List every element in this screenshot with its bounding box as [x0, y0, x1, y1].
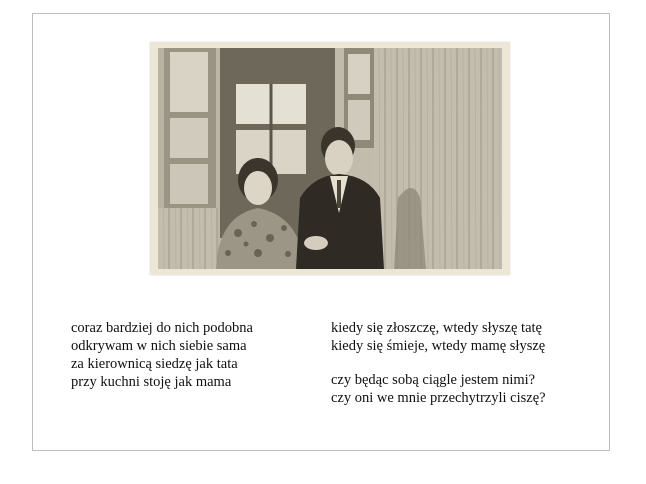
poem-line: odkrywam w nich siebie sama: [71, 338, 247, 354]
vintage-photograph: [150, 42, 510, 275]
poem-right-column: [331, 319, 546, 407]
poem-line: czy oni we mnie przechytrzyli ciszę?: [331, 390, 546, 406]
document-page: [32, 13, 610, 451]
poem-line: kiedy się złoszczę, wtedy słyszę tatę: [331, 320, 542, 336]
poem-line: kiedy się śmieje, wtedy mamę słyszę: [331, 338, 546, 354]
poem-line: za kierownicą siedzę jak tata: [71, 356, 238, 372]
poem-left-column: [71, 319, 253, 391]
poem-line: przy kuchni stoję jak mama: [71, 374, 232, 390]
photo-image: [158, 48, 502, 269]
poem-line: czy będąc sobą ciągle jestem nimi?: [331, 372, 536, 388]
stanza-gap: [331, 355, 546, 371]
poem-line: coraz bardziej do nich podobna: [71, 320, 253, 336]
